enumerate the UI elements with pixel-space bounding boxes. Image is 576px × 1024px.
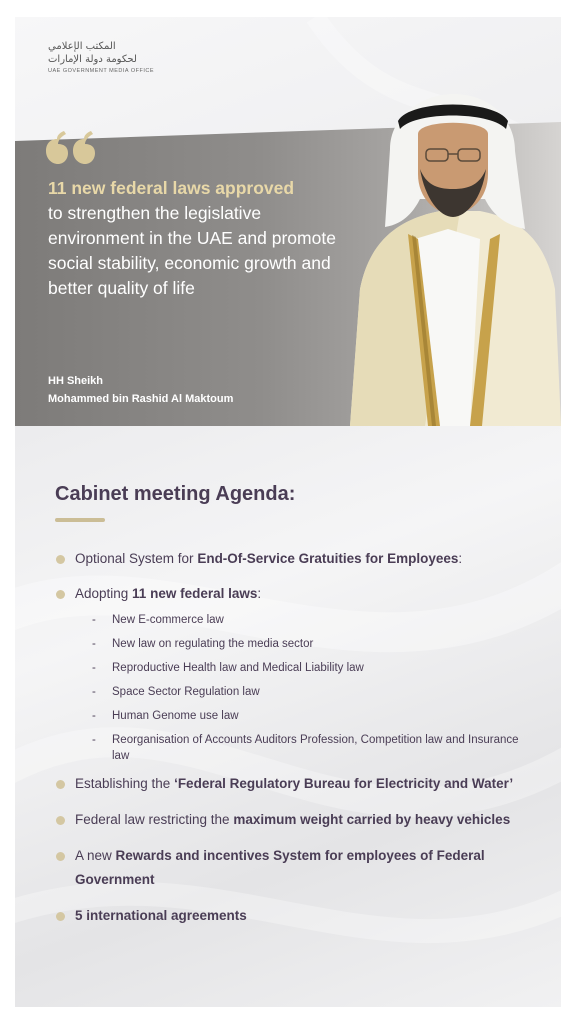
bullet-icon	[56, 912, 65, 921]
quote-icon	[46, 131, 96, 165]
law-item: - New law on regulating the media sector	[92, 638, 314, 650]
agenda-item-text: A new	[75, 848, 116, 863]
signature	[48, 372, 308, 408]
agenda-item-bold: 11 new federal laws	[132, 586, 258, 601]
bullet-icon	[56, 590, 65, 599]
agenda-item	[55, 582, 535, 606]
agenda-item-suffix: :	[257, 586, 262, 601]
bullet-icon	[56, 555, 65, 564]
logo-english: UAE GOVERNMENT MEDIA OFFICE	[48, 68, 154, 74]
agenda-item-text: Federal law restricting the	[75, 812, 234, 827]
agenda-item	[55, 904, 535, 928]
law-item: - Reorganisation of Accounts Auditors Profession, Competition law and Insurance law	[92, 734, 519, 762]
title-underline	[55, 518, 105, 522]
law-item: - Human Genome use law	[92, 710, 239, 722]
logo-arabic-line1: المكتب الإعلامي	[48, 41, 116, 52]
agenda-item	[55, 772, 535, 796]
agenda-item-text: Optional System for	[75, 551, 198, 566]
infographic-card	[15, 17, 561, 1007]
agenda-item-bold: maximum weight carried by heavy vehicles	[233, 812, 511, 827]
signature-name: Mohammed bin Rashid Al Maktoum	[48, 393, 234, 405]
media-office-logo	[48, 41, 188, 81]
law-item: - New E-commerce law	[92, 614, 224, 626]
agenda-item-suffix: :	[458, 551, 463, 566]
agenda-item-bold: End-Of-Service Gratuities for Employees	[197, 551, 459, 566]
agenda-item	[55, 547, 535, 571]
bullet-icon	[56, 780, 65, 789]
logo-arabic-line2: لحكومة دولة الإمارات	[48, 54, 137, 65]
agenda-title: Cabinet meeting Agenda:	[55, 483, 296, 505]
signature-title: HH Sheikh	[48, 375, 104, 387]
quote-text	[48, 176, 338, 301]
quote-highlight: 11 new federal laws approved	[48, 178, 295, 198]
bullet-icon	[56, 816, 65, 825]
agenda-item-text: Establishing the	[75, 776, 175, 791]
portrait-image	[330, 89, 561, 426]
quote-body: to strengthen the legislative environment in the UAE and promote social stability, economic growth and better quality of life	[48, 203, 336, 298]
bullet-icon	[56, 852, 65, 861]
law-item: - Space Sector Regulation law	[92, 686, 260, 698]
agenda-item-bold: ‘Federal Regulatory Bureau for Electricity and Water’	[174, 776, 514, 791]
agenda-item-bold: Rewards and incentives System for employees of Federal Government	[75, 848, 485, 887]
agenda-item	[55, 844, 495, 892]
agenda-item-bold: 5 international agreements	[75, 908, 247, 923]
agenda-list	[55, 547, 535, 928]
agenda-item-text: Adopting	[75, 586, 133, 601]
law-item: - Reproductive Health law and Medical Liability law	[92, 662, 364, 674]
laws-sublist	[92, 612, 535, 764]
agenda-item	[55, 808, 535, 832]
